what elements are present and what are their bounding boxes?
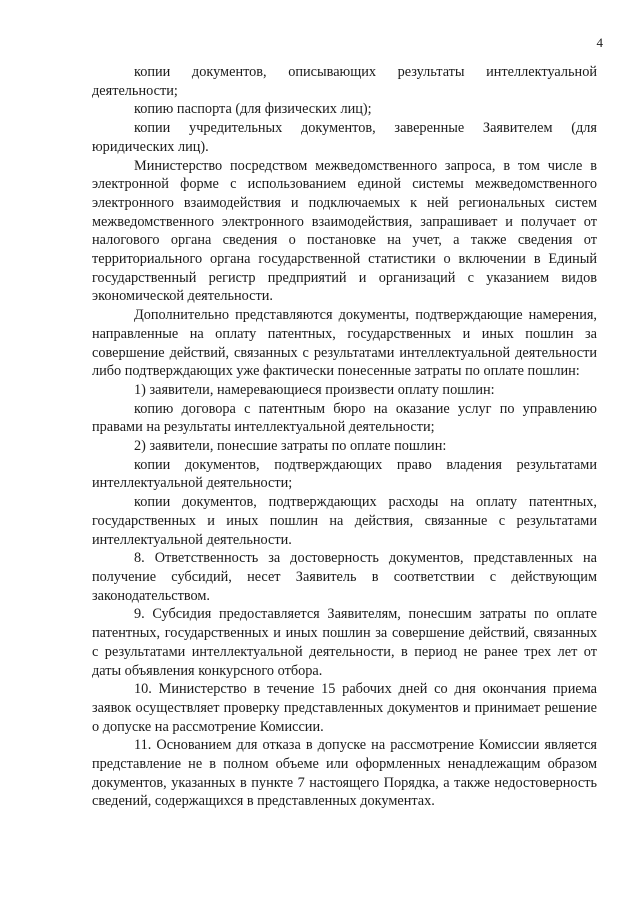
paragraph: копии учредительных документов, заверенные Заявителем (для юридических лиц). (92, 120, 597, 155)
paragraph: Министерство посредством межведомственного запроса, в том числе в электронной форме с использованием единой системы межведомственного электронного взаимодействия и подключаемых к ней региональных систем межведомственного электронного взаимодействия, запрашивает и получает от налогового органа сведения о постановке на учет, а также сведения от территориального органа государственной статистики о включении в Единый государственный регистр предприятий и организаций с указанием видов экономической деятельности. (92, 157, 597, 305)
page-number: 4 (596, 35, 603, 50)
paragraph: 8. Ответственность за достоверность документов, представленных на получение субсидий, несет Заявитель в соответствии с действующим законодательством. (92, 550, 597, 604)
paragraph: 2) заявители, понесшие затраты по оплате пошлин: (134, 438, 447, 455)
paragraph: Дополнительно представляются документы, подтверждающие намерения, направленные на оплату патентных, государственных и иных пошлин за совершение действий, связанных с результатами интеллектуальной деятельности либо подтверждающих уже фактически понесенные затраты по оплате пошлин: (92, 307, 597, 380)
paragraph: 11. Основанием для отказа в допуске на рассмотрение Комиссии является представление не в полном объеме или оформленных ненадлежащим образом документов, указанных в пункте 7 настоящего Порядка, а также недостоверность сведений, содержащихся в представленных документах. (92, 737, 597, 810)
paragraph: 1) заявители, намеревающиеся произвести оплату пошлин: (134, 381, 495, 398)
paragraph: копии документов, подтверждающих право владения результатами интеллектуальной деятельности; (92, 456, 597, 492)
document-body (92, 63, 597, 811)
paragraph: копию паспорта (для физических лиц); (134, 101, 372, 118)
paragraph: копию договора с патентным бюро на оказание услуг по управлению правами на результаты интеллектуальной деятельности; (92, 400, 597, 436)
paragraph: 9. Субсидия предоставляется Заявителям, понесшим затраты по оплате патентных, государственных и иных пошлин за совершение действий, связанных с результатами интеллектуальной деятельности, в период не ранее трех лет от даты объявления конкурсного отбора. (92, 606, 597, 679)
paragraph: 10. Министерство в течение 15 рабочих дней со дня окончания приема заявок осуществляет проверку представленных документов и принимает решение о допуске на рассмотрение Комиссии. (92, 681, 597, 735)
paragraph: копии документов, подтверждающих расходы на оплату патентных, государственных и иных пошлин на действия, связанные с результатами интеллектуальной деятельности. (92, 494, 597, 548)
paragraph: копии документов, описывающих результаты интеллектуальной деятельности; (92, 64, 597, 99)
